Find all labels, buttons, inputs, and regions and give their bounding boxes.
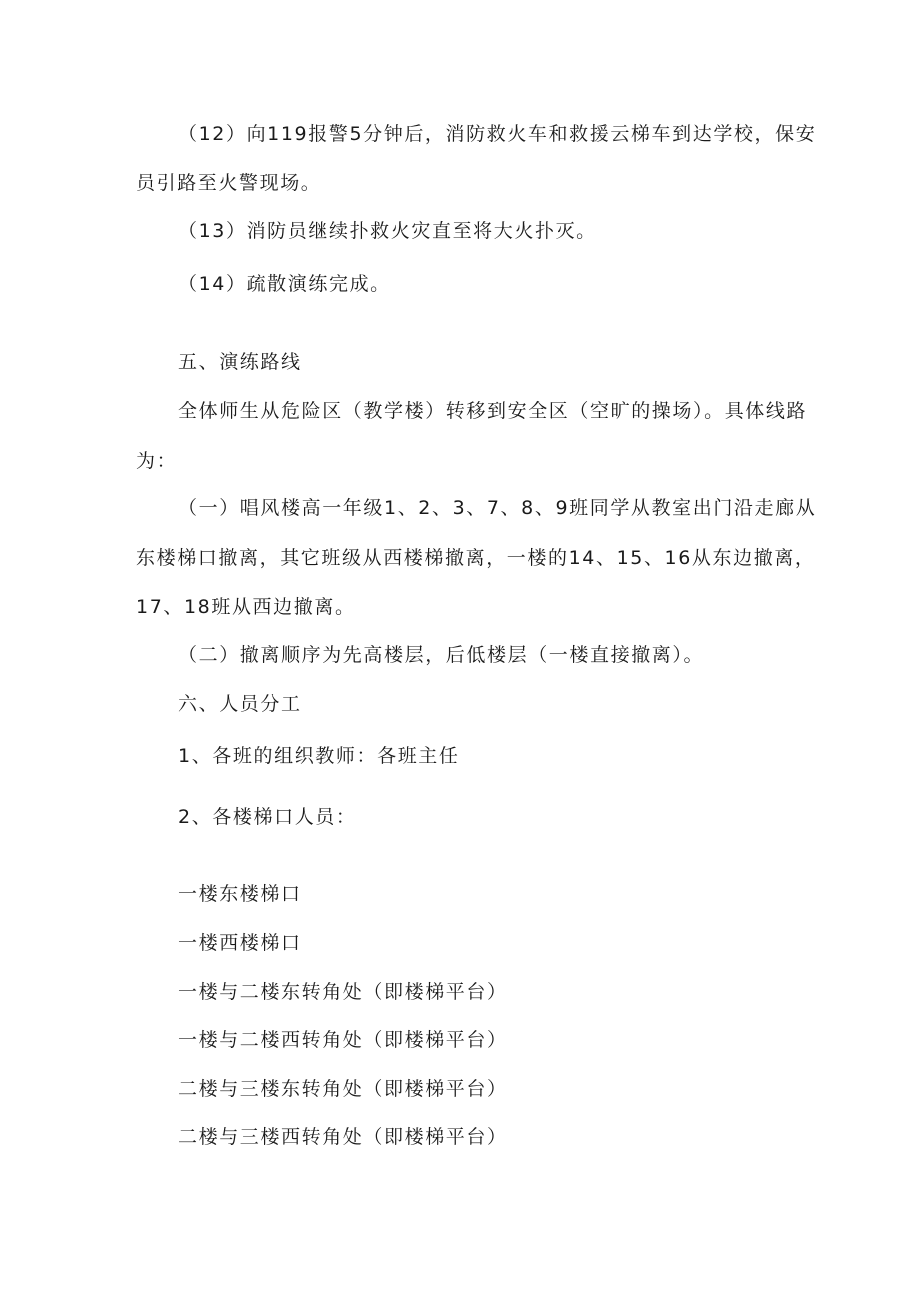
route-item-2: （二）撤离顺序为先高楼层，后低楼层（一楼直接撤离）。 [178,644,705,666]
route-intro-line-2: 为： [136,450,178,472]
item-12-line-2: 员引路至火警现场。 [136,172,322,194]
stair-post-5: 二楼与三楼东转角处（即楼梯平台） [178,1078,508,1100]
stair-post-2: 一楼西楼梯口 [178,932,302,954]
route-item-1-line-2: 东楼梯口撤离，其它班级从西楼梯撤离，一楼的14、15、16从东边撤离， [136,547,816,569]
stair-post-4: 一楼与二楼西转角处（即楼梯平台） [178,1029,508,1051]
route-intro-line-1: 全体师生从危险区（教学楼）转移到安全区（空旷的操场）。具体线路 [178,400,808,422]
stair-post-6: 二楼与三楼西转角处（即楼梯平台） [178,1126,508,1148]
route-item-1-line-1: （一）唱风楼高一年级1、2、3、7、8、9班同学从教室出门沿走廊从 [178,497,817,519]
item-13: （13）消防员继续扑救火灾直至将大火扑灭。 [178,220,597,242]
section-5-heading: 五、演练路线 [178,351,302,373]
item-14: （14）疏散演练完成。 [178,273,391,295]
staff-item-2: 2、各楼梯口人员： [178,806,357,828]
route-item-1-line-3: 17、18班从西边撤离。 [136,596,356,618]
stair-post-3: 一楼与二楼东转角处（即楼梯平台） [178,981,508,1003]
stair-post-1: 一楼东楼梯口 [178,883,302,905]
item-12-line-1: （12）向119报警5分钟后，消防救火车和救援云梯车到达学校，保安 [178,123,817,145]
section-6-heading: 六、人员分工 [178,693,302,715]
staff-item-1: 1、各班的组织教师：各班主任 [178,745,460,767]
